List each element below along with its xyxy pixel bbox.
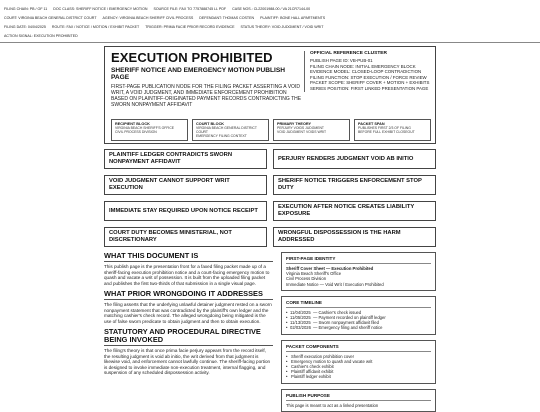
timeline-text: Cashier's check issued — [318, 309, 362, 315]
meta-field: STATUS THEORY: VOID JUDGMENT / VOID WRIT — [240, 25, 324, 29]
packet-components-card — [281, 340, 436, 384]
bullet-icon: • — [286, 353, 288, 359]
bullet-icon: • — [286, 369, 288, 375]
timeline-date: 11/05/2025 — [290, 315, 311, 321]
packet-span-block — [354, 119, 431, 141]
header-info-boxes — [111, 119, 431, 141]
page-description: FIRST-PAGE PUBLICATION NODE FOR THE FILING PACKET ASSERTING A VOID WRIT, A VOID JUDGMENT, AND IMMEDIATE ENFORCEMENT PROHIBITION BASED ON PLAINTIFF-ORIGINATED PAYMENT RECORDS CONTRADICTING THE SWORN NONPAYMENT AFFIDAVIT — [111, 83, 302, 108]
box-line: BEFORE FULL EXHIBIT CLOSEOUT — [358, 130, 415, 135]
claim-box: PERJURY RENDERS JUDGMENT VOID AB INITIO — [273, 149, 436, 169]
purpose-body: This page is meant to act as a linked presentation — [286, 402, 379, 408]
bullet-icon: • — [286, 325, 288, 331]
box-line: PUBLISHES FIRST 2/3 OF FILING — [358, 126, 411, 131]
meta-field: DEFENDANT: THOMAS COSTEN — [199, 16, 255, 20]
reference-cluster-title: OFFICIAL REFERENCE CLUSTER — [310, 51, 387, 56]
meta-field: SOURCE FILE: FAX TO 7757888745 LL PDF — [153, 7, 227, 11]
claim-box: WRONGFUL DISPOSSESSION IS THE HARM ADDRESSED — [273, 227, 436, 247]
meta-line-3 — [4, 23, 536, 32]
box-line: VIRGINIA BEACH SHERIFF'S OFFICE — [115, 126, 175, 131]
timeline-dash: — — [312, 325, 319, 331]
timeline-dash: — — [312, 320, 319, 326]
box-line: EMERGENCY FILING CONTEXT — [196, 134, 247, 139]
timeline-row — [286, 325, 431, 330]
claim-box: SHERIFF NOTICE TRIGGERS ENFORCEMENT STOP DUTY — [273, 175, 436, 195]
claim-box: PLAINTIFF LEDGER CONTRADICTS SWORN NONPAYMENT AFFIDAVIT — [104, 149, 267, 169]
bullet-icon: • — [286, 320, 288, 326]
packet-item — [286, 374, 431, 379]
claim-box: EXECUTION AFTER NOTICE CREATES LIABILITY EXPOSURE — [273, 201, 436, 221]
packet-item-label: Emergency motion to quash and vacate writ — [291, 358, 373, 364]
timeline-date: 11/04/2025 — [290, 309, 311, 315]
timeline-date: 11/13/2025 — [290, 320, 311, 326]
card-heading: PUBLISH PURPOSE — [286, 393, 431, 401]
box-title: COURT BLOCK — [196, 122, 225, 126]
box-line: VOID JUDGMENT VOIDS WRIT — [277, 130, 327, 135]
section-heading: STATUTORY AND PROCEDURAL DIRECTIVE BEING INVOKED — [104, 328, 273, 346]
timeline-dash: — — [312, 309, 319, 315]
claim-box: IMMEDIATE STAY REQUIRED UPON NOTICE RECEIPT — [104, 201, 267, 221]
identity-title: Sheriff Cover Sheet — Execution Prohibited — [286, 266, 374, 271]
reference-item: FILING CHAIN NODE: INITIAL EMERGENCY BLOCK — [310, 63, 416, 69]
page-subtitle: SHERIFF NOTICE AND EMERGENCY MOTION PUBLISH PAGE — [111, 67, 286, 82]
packet-item-label: Cashier's check exhibit — [291, 364, 334, 370]
meta-field: DOC CLASS: SHERIFF NOTICE / EMERGENCY MOTION — [53, 7, 148, 11]
reference-item: FILING FUNCTION: STOP EXECUTION / FORCE REVIEW — [310, 74, 427, 80]
box-title: PACKET SPAN — [358, 122, 385, 126]
reference-item: EVIDENCE MODEL: CLOSED-LOOP CONTRADICTION — [310, 69, 422, 75]
meta-field: COURT: VIRGINIA BEACH GENERAL DISTRICT COURT — [4, 16, 97, 20]
meta-field: CASE NOS.: CL22001988-00 / VA 21CR7144-00 — [232, 7, 311, 11]
main-column — [104, 252, 273, 402]
packet-item-label: Plaintiff ledger exhibit — [291, 374, 331, 380]
card-heading: CORE TIMELINE — [286, 300, 431, 308]
timeline-text: Emergency filing and sheriff notice — [318, 325, 383, 331]
box-line: PERJURY VOIDS JUDGMENT — [277, 126, 324, 131]
section-heading: WHAT THIS DOCUMENT IS — [104, 252, 273, 262]
reference-item: PUBLISH PAGE ID: VB-PUB-01 — [310, 58, 373, 63]
bullet-icon: • — [286, 358, 288, 364]
timeline-card — [281, 296, 436, 335]
publish-purpose-card — [281, 389, 436, 412]
recipient-block — [111, 119, 188, 141]
meta-field: PLAINTIFF: BONE HALL APARTMENTS — [260, 16, 326, 20]
header-title-block — [111, 51, 303, 108]
meta-line-2 — [4, 14, 536, 23]
timeline-text: Payment recorded on plaintiff ledger — [318, 315, 386, 321]
identity-line: Immediate Notice — Void Writ / Execution Prohibited — [286, 281, 384, 287]
claim-box: COURT DUTY BECOMES MINISTERIAL, NOT DISCRETIONARY — [104, 227, 267, 247]
packet-item-label: Plaintiff affidavit exhibit — [291, 369, 334, 375]
meta-field: ACTION SIGNAL: EXECUTION PROHIBITED — [4, 34, 78, 38]
timeline-dash: — — [312, 315, 319, 321]
card-heading: PACKET COMPONENTS — [286, 344, 431, 352]
meta-line-1 — [4, 5, 536, 14]
meta-field: TRIGGER: PRIMA FACIE PRIOR RECORD EVIDENCE — [145, 25, 235, 29]
primary-theory-block — [273, 119, 350, 141]
meta-line-4 — [4, 32, 536, 41]
bullet-icon: • — [286, 309, 288, 315]
sidebar-column — [281, 252, 436, 408]
identity-line: Virginia Beach Sheriff's Office — [286, 271, 342, 277]
claims-grid — [104, 149, 436, 247]
claim-box: VOID JUDGMENT CANNOT SUPPORT WRIT EXECUTION — [104, 175, 267, 195]
reference-item: PACKET SCOPE: SHERIFF COVER + MOTION + EXHIBITS — [310, 80, 430, 86]
filing-metadata-bar — [0, 5, 540, 43]
identity-card — [281, 252, 436, 291]
section-body: The filing's theory is that once prima facie perjury appears from the record itself, the resulting judgment is void ab initio, the writ derived from that judgment is likewise void, and enforcement cannot lawfully continue. The sheriff-facing portion is designed to invoke immediate non-execution treatment, internal flagging, and suspension of any scheduled dispossession activity. — [104, 348, 271, 375]
section-body: The filing asserts that the underlying unlawful detainer judgment rested on a sworn nonpayment statement that was contradicted by the plaintiff's own ledger and the matching cashier's check record. The alleged wrongdoing being mitigated is the use of false sworn predicate to obtain judgment and then to obtain execution. — [104, 302, 272, 324]
meta-field: FILING DATE: 04/04/2025 — [4, 25, 46, 29]
bullet-icon: • — [286, 364, 288, 370]
meta-field: AGENCY: VIRGINIA BEACH SHERIFF CIVIL PROCESS — [102, 16, 194, 20]
meta-field: ROUTE: FAX / NOTICE / MOTION / EXHIBIT PACKET — [51, 25, 140, 29]
card-heading: FIRST-PAGE IDENTITY — [286, 256, 431, 264]
court-block — [192, 119, 269, 141]
section-heading: WHAT PRIOR WRONGDOING IT ADDRESSES — [104, 290, 273, 300]
meta-field: FILING CHAIN: PB / OF 11 — [4, 7, 48, 11]
bullet-icon: • — [286, 374, 288, 380]
page-title: EXECUTION PROHIBITED — [111, 50, 273, 65]
box-line: CIVIL PROCESS DIVISION — [115, 130, 157, 135]
timeline-text: Sworn nonpayment affidavit filed — [318, 320, 379, 326]
header-panel — [104, 46, 436, 144]
packet-item-label: Sheriff execution prohibition cover — [291, 353, 355, 359]
box-line: VIRGINIA BEACH GENERAL DISTRICT COURT — [196, 126, 257, 135]
reference-cluster — [304, 51, 432, 92]
timeline-date: 02/03/2026 — [290, 325, 311, 331]
identity-line: Civil Process Division — [286, 276, 327, 282]
box-title: PRIMARY THEORY — [277, 122, 312, 126]
reference-item: SERIES POSITION: FIRST LINKED PRESENTATION PAGE — [310, 85, 429, 91]
box-title: RECIPIENT BLOCK — [115, 122, 150, 126]
section-body: This publish page is the presentation front for a faxed filing packet made up of a sheriff-facing execution prohibition notice and a court-facing emergency motion to quash and vacate a writ of possession. It is built from the uploaded filing packet and publishes the first two-thirds of that submission in a single visual page. — [104, 264, 270, 286]
bullet-icon: • — [286, 315, 288, 321]
